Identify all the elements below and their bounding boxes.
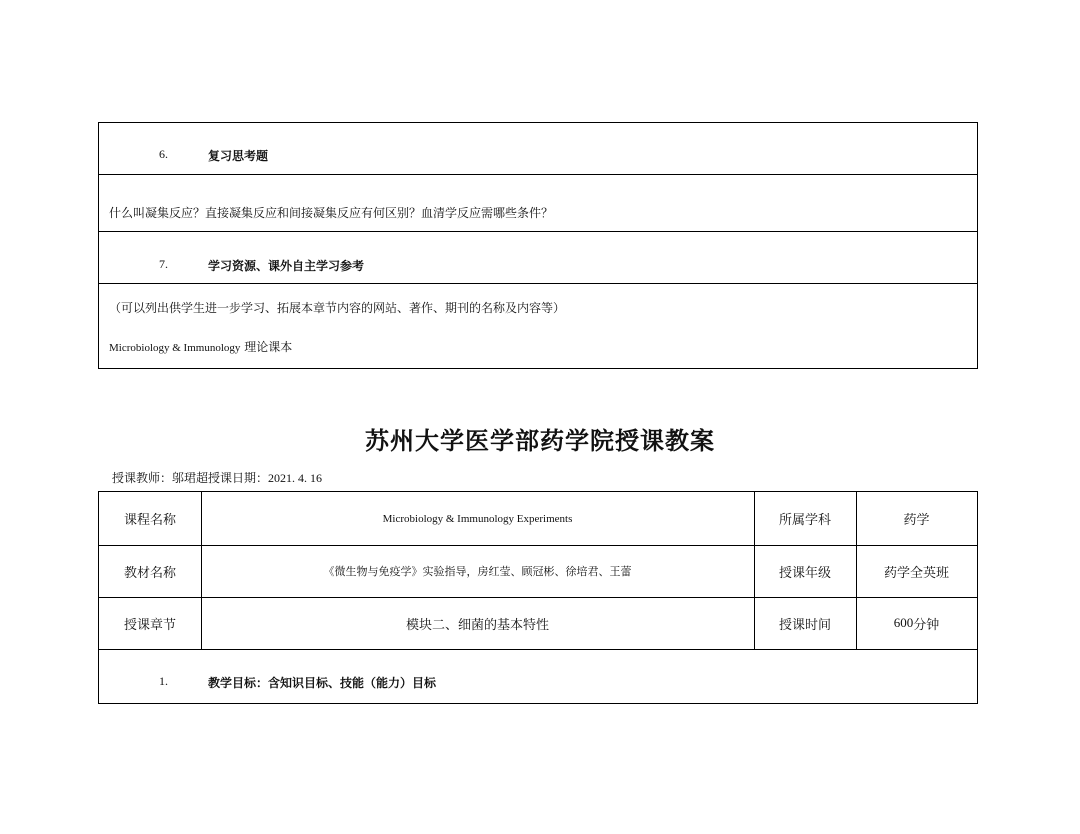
time-value <box>856 597 977 649</box>
date-label: 授课日期： <box>208 471 269 485</box>
teacher-name: 邬珺超 <box>172 471 209 485</box>
section-1-heading: 教学目标：含知识目标、技能（能力）目标 <box>208 676 437 690</box>
reference-cn: 理论课本 <box>240 340 293 354</box>
section-6-content: 什么叫凝集反应？直接凝集反应和间接凝集反应有何区别？血清学反应需哪些条件？ <box>109 206 554 220</box>
textbook-value: 《微生物与免疫学》实验指导，房红莹、顾冠彬、徐培君、王蕾 <box>323 566 632 578</box>
course-name-label: 课程名称 <box>123 513 176 528</box>
teacher-label: 授课教师： <box>112 471 173 485</box>
section-7-note: （可以列出供学生进一步学习、拓展本章节内容的网站、著作、期刊的名称及内容等） <box>109 301 566 315</box>
chapter-value: 模块二、细菌的基本特性 <box>405 617 549 633</box>
grade-label: 授课年级 <box>778 565 831 581</box>
page-title: 苏州大学医学部药学院授课教案 <box>365 426 715 455</box>
time-unit: 分钟 <box>913 617 940 633</box>
time-label: 授课时间 <box>778 617 831 633</box>
divider <box>99 174 977 175</box>
subject-label: 所属学科 <box>778 513 831 528</box>
chapter-label: 授课章节 <box>123 617 176 633</box>
course-name-value: Microbiology & Immunology Experiments <box>382 512 573 525</box>
section-1-number: 1. <box>159 674 168 688</box>
textbook-label: 教材名称 <box>123 565 176 581</box>
review-section-block <box>98 122 978 369</box>
divider <box>99 283 977 284</box>
divider <box>99 231 977 232</box>
reference-en: Microbiology & Immunology <box>109 342 241 354</box>
lesson-meta <box>112 469 322 486</box>
lesson-date: 2021. 4. 16 <box>268 471 323 485</box>
section-7-number: 7. <box>159 257 168 271</box>
subject-value: 药学 <box>903 513 930 528</box>
time-number: 600 <box>893 615 914 630</box>
grade-value: 药学全英班 <box>883 565 949 581</box>
row-divider <box>99 649 977 650</box>
course-info-table <box>98 491 978 704</box>
section-7-heading: 学习资源、课外自主学习参考 <box>208 259 365 273</box>
section-6-heading: 复习思考题 <box>208 149 269 163</box>
section-6-number: 6. <box>159 147 168 161</box>
section-7-reference <box>109 338 292 355</box>
